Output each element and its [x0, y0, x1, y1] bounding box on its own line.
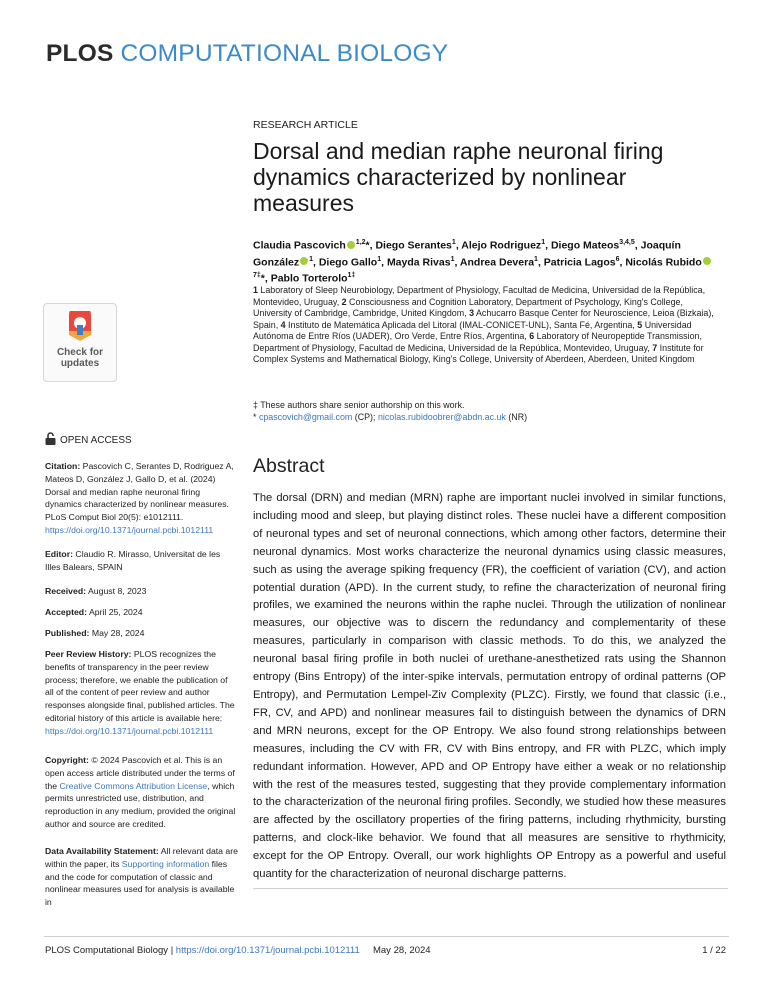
peer-review-link[interactable]: https://doi.org/10.1371/journal.pcbi.1012111	[45, 725, 214, 736]
author-affiliation-sup: 1	[534, 255, 538, 263]
article-title: Dorsal and median raphe neuronal firing dynamics characterized by nonlinear measures	[253, 138, 664, 216]
footer-divider	[44, 936, 729, 937]
orcid-icon[interactable]	[347, 241, 355, 249]
accepted-block	[45, 606, 238, 619]
data-availability-label: Data Availability Statement:	[45, 846, 159, 856]
corresponding-emails	[253, 412, 723, 424]
journal-logo-plos: PLOS	[46, 40, 114, 67]
affiliation-number: 1	[253, 285, 258, 295]
editor-block	[45, 548, 238, 574]
affiliation-number: 7	[652, 342, 658, 353]
copyright-label: Copyright:	[45, 755, 89, 765]
citation-label: Citation:	[45, 461, 81, 471]
author-separator: ,	[454, 256, 460, 268]
copyright-block	[45, 754, 238, 831]
open-lock-icon	[45, 432, 56, 445]
affiliation-text: Achucarro Basque Center for Neuroscience, Leioa (Bizkaia), Spain,	[253, 308, 714, 330]
author-affiliation-sup: 1	[541, 239, 546, 246]
abstract-heading: Abstract	[253, 455, 325, 477]
accepted-label: Accepted:	[45, 607, 87, 617]
author-separator: ,	[455, 239, 462, 252]
author-affiliation-sup: 1	[377, 255, 382, 263]
author-name[interactable]: Mayda Rivas	[386, 256, 451, 268]
affiliation-number: 2	[341, 296, 347, 307]
author-name[interactable]: Diego Serantes	[375, 239, 452, 252]
license-link[interactable]: Creative Commons Attribution License	[59, 780, 208, 791]
author-affiliation-sup: 1,2	[355, 239, 366, 246]
author-list	[253, 236, 723, 286]
copyright-text-end: , which permits unrestricted use, distribution, and reproduction in any medium, provided the original author and source are credited.	[45, 780, 236, 829]
affiliation-text: Laboratory of Neuropeptide Transmission, Department of Physiology, Facultad de Medicina, Universidad de la República, Montevideo, Uruguay,	[253, 331, 702, 353]
citation-text: Pascovich C, Serantes D, Rodriguez A, Mateos D, González J, Gallo D, et al. (2024) Dorsal and median raphe neuronal firing dynamics characterized by nonlinear measures. PLoS Comput Biol 20(5): e1012111.	[45, 461, 234, 523]
author-separator: ,	[619, 256, 626, 268]
author-affiliation-sup: 6	[615, 255, 620, 263]
author-notes	[253, 400, 723, 423]
badge-line2: updates	[60, 358, 100, 369]
author-name[interactable]: Joaquín González	[253, 239, 681, 268]
editor-label: Editor:	[45, 549, 73, 559]
copyright-text: © 2024 Pascovich et al. This is an open access article distributed under the terms of the	[45, 755, 235, 791]
author-affiliation-sup: 1‡	[347, 272, 356, 279]
author-affiliation-sup: 7‡	[253, 272, 261, 279]
affiliation-text: Laboratory of Sleep Neurobiology, Department of Physiology, Facultad de Medicina, Universidad de la República, Montevideo, Uruguay,	[253, 285, 706, 307]
article-type: RESEARCH ARTICLE	[253, 119, 358, 131]
received-date: August 8, 2023	[87, 586, 147, 596]
journal-logo-name: COMPUTATIONAL BIOLOGY	[120, 40, 449, 67]
supporting-info-link[interactable]: Supporting information	[121, 858, 210, 869]
badge-line1: Check for	[56, 347, 104, 358]
footer-separator: |	[170, 945, 174, 956]
author-affiliation-sup: 1	[451, 239, 456, 246]
footer-journal: PLOS Computational Biology	[45, 945, 169, 956]
open-access-label: OPEN ACCESS	[60, 435, 132, 446]
author-name[interactable]: Diego Gallo	[318, 256, 378, 268]
affiliation-number: 5	[637, 319, 643, 330]
author-affiliation-sup: 3,4,5	[619, 239, 635, 246]
affiliations	[253, 285, 723, 366]
affiliation-number: 3	[469, 308, 474, 318]
check-for-updates-badge[interactable]	[43, 303, 117, 382]
published-label: Published:	[45, 628, 90, 638]
published-block	[45, 627, 238, 640]
journal-logo[interactable]	[46, 40, 448, 68]
affiliation-text: Institute for Complex Systems and Mathematical Biology, King's College, University of Aberdeen, Aberdeen, United Kingdom	[253, 342, 704, 364]
author-name[interactable]: Patricia Lagos	[543, 256, 616, 268]
author-name[interactable]: Diego Mateos	[550, 239, 620, 252]
author-name[interactable]: Nicolás Rubido	[625, 256, 702, 268]
data-availability-text-end: files and the code for computation of classic and nonlinear measures used for analysis is available in	[45, 858, 235, 908]
email-link-cp[interactable]: cpascovich@gmail.com	[258, 411, 353, 422]
orcid-icon[interactable]	[703, 257, 711, 265]
author-affiliation-sup: 1	[450, 255, 455, 263]
open-access	[45, 432, 132, 446]
editor-text: Claudio R. Mirasso, Universitat de les Illes Balears, SPAIN	[45, 549, 221, 572]
author-separator: ,	[381, 256, 387, 268]
affiliation-number: 6	[529, 331, 535, 341]
peer-review-block	[45, 648, 238, 738]
peer-review-label: Peer Review History:	[45, 649, 132, 659]
orcid-icon[interactable]	[300, 257, 308, 265]
affiliation-text: Consciousness and Cognition Laboratory, Department of Psychology, King's College, University of Cambridge, Cambridge, United Kingdom,	[253, 296, 683, 318]
email-suffix-nr: (NR)	[508, 411, 528, 422]
page-number: 1 / 22	[702, 945, 726, 956]
footer-doi-link[interactable]: https://doi.org/10.1371/journal.pcbi.1012111	[175, 945, 360, 956]
author-separator: ,	[634, 239, 641, 252]
crossmark-icon	[65, 311, 95, 343]
author-separator: *,	[365, 239, 376, 252]
author-separator: *,	[260, 272, 271, 285]
author-separator: ,	[313, 256, 319, 268]
author-separator: ,	[537, 256, 544, 268]
author-affiliation-sup: 1	[309, 255, 313, 263]
footer	[45, 945, 431, 956]
data-availability-block	[45, 845, 238, 909]
abstract-divider	[253, 888, 728, 889]
author-name[interactable]: Andrea Devera	[459, 256, 535, 268]
author-name[interactable]: Alejo Rodriguez	[461, 239, 542, 252]
received-block	[45, 585, 238, 598]
peer-review-text: PLOS recognizes the benefits of transparency in the peer review process; therefore, we enable the publication of all of the content of peer review and author responses alongside final, published articles. The editorial history of this article is available here:	[45, 649, 235, 723]
data-availability-text: All relevant data are within the paper, its	[45, 846, 238, 869]
abstract-text: The dorsal (DRN) and median (MRN) raphe are important nuclei involved in similar functions, including mood and sleep, but playing distinct roles. These nuclei have a different composition of neuronal types and set of neuronal connections, which among other factors, determine their neuronal dynamics. Most works characterize the neuronal dynamics using classic measures, such as using the average spiking frequency (FR), the coefficient of variation (CV), and action potential duration (APD). In the current study, to refine the characterization of neuronal firing profiles, we examined the neurons within the raphe nuclei. Through the utilization of nonlinear measures, our objective was to discern the redundancy and complementarity of these measures, particularly in comparison with classic methods. To do this, we analyzed the neuronal basal firing profile in both nuclei of urethane-anesthetized rats using the Shannon entropy (Bins Entropy) of the inter-spike intervals, permutation entropy of ordinal patterns (OP Entropy), and Permutation Lempel-Ziv Complexity (PLZC). Firstly, we found that classic (i.e., FR, CV, and APD) and nonlinear measures fail to distinguish between the dynamics of DRN and MRN neurons, except for the OP Entropy. We also found strong relationships between measures, including the CV with FR, CV with Bins entropy, and FR with PLZC, which imply redundant information. However, APD and OP Entropy have either a weak or no relationship with the rest of the measures tested, suggesting that they provide complementary information to the characterization of the neuronal firing profiles. Secondly, we studied how these measures are affected by the oscillatory properties of the firing patterns, including rhythmicity, bursting patterns, and clock-like behavior. We found that all measures are sensitive to rhythmicity, except for the OP Entropy. Overall, our work highlights OP Entropy as a powerful and useful quantity for the characterization of neuronal discharge patterns.	[253, 492, 726, 881]
corresponding-mark: *	[253, 411, 257, 422]
author-separator: ,	[545, 239, 551, 252]
accepted-date: April 25, 2024	[88, 607, 143, 617]
citation-doi-link[interactable]: https://doi.org/10.1371/journal.pcbi.1012111	[45, 524, 214, 535]
citation-block	[45, 460, 238, 537]
affiliation-text: Universidad Autónoma de Entre Ríos (UADER), Oro Verde, Entre Ríos, Argentina,	[253, 319, 692, 341]
author-name[interactable]: Pablo Torterolo	[270, 272, 348, 285]
author-name[interactable]: Claudia Pascovich	[253, 239, 346, 252]
senior-authorship-note: ‡ These authors share senior authorship on this work.	[253, 400, 465, 410]
published-date: May 28, 2024	[91, 628, 145, 638]
affiliation-text: Instituto de Matemática Aplicada del Litoral (IMAL-CONICET-UNL), Santa Fé, Argentina,	[288, 319, 635, 330]
email-suffix-cp: (CP);	[354, 411, 376, 422]
footer-date: May 28, 2024	[372, 945, 431, 956]
affiliation-number: 4	[280, 319, 286, 330]
received-label: Received:	[45, 586, 87, 596]
email-link-nr[interactable]: nicolas.rubidoobrer@abdn.ac.uk	[377, 411, 506, 422]
